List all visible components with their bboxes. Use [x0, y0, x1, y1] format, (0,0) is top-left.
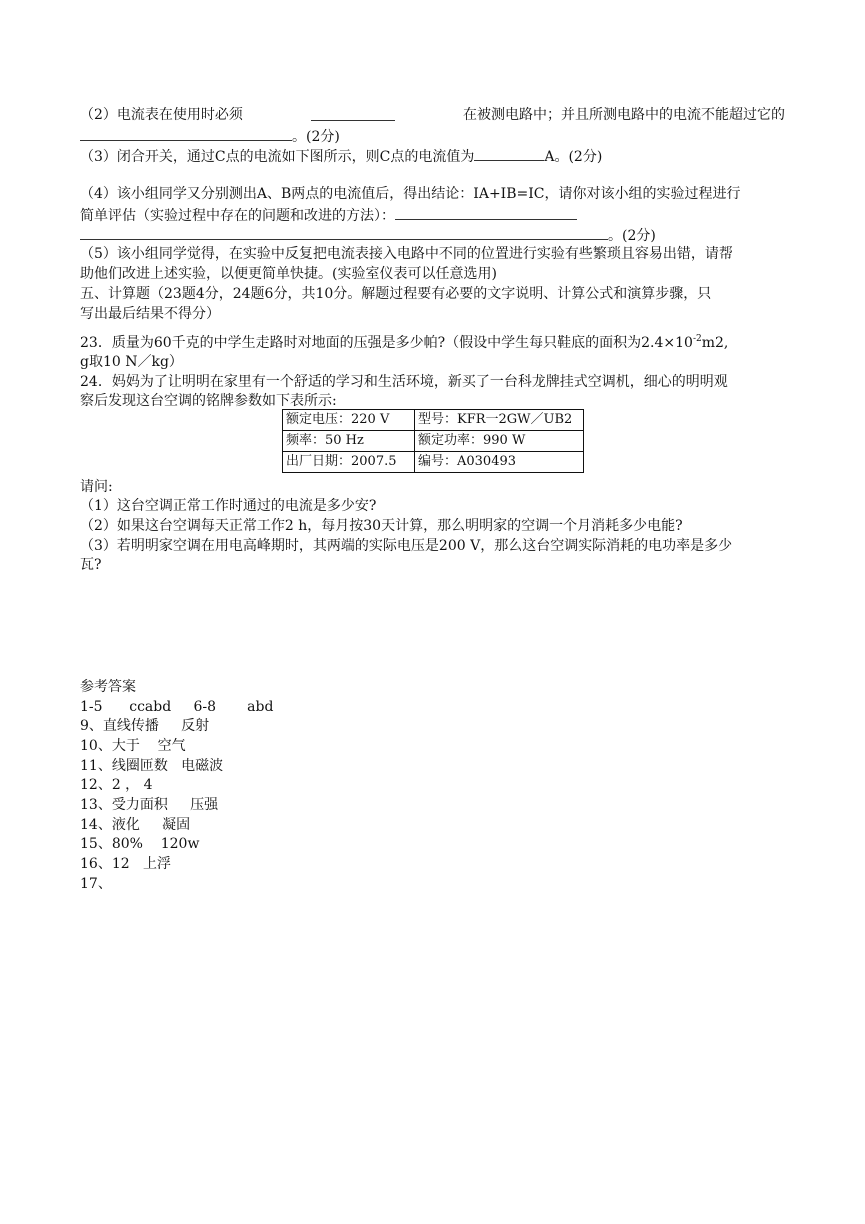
q4-blank-2[interactable] — [80, 224, 608, 240]
q4-line3 — [80, 224, 656, 246]
table-row — [283, 431, 584, 452]
q4-line1: （4）该小组同学又分别测出A、B两点的电流值后，得出结论：IA+IB=IC，请你对该小组的实验过程进行 — [80, 186, 741, 202]
q2-blank-2[interactable] — [80, 125, 292, 141]
ask-label: 请问: — [80, 479, 113, 495]
q24-sub3-line1: （3）若明明家空调在用电高峰期时，其两端的实际电压是200 V，那么这台空调实际消耗的电功率是多少 — [80, 538, 733, 554]
section5-heading-line1: 五、计算题（23题4分，24题6分，共10分。解题过程要有必要的文字说明、计算公式和演算步骤，只 — [80, 286, 712, 302]
answer-line: 17、 — [80, 876, 112, 892]
q23-text: 23．质量为60千克的中学生走路时对地面的压强是多少帕?（假设中学生每只鞋底的面积为2.4×10 — [80, 335, 693, 351]
q3-line — [80, 145, 602, 167]
q2-prefix: （2）电流表在使用时必须 — [80, 107, 243, 123]
q23-line2: g取10 N／kg） — [80, 354, 183, 370]
q24-sub2: （2）如果这台空调每天正常工作2 h，每月按30天计算，那么明明家的空调一个月消耗多少电能? — [80, 518, 683, 534]
q23-exponent: -2 — [692, 334, 702, 344]
answer-line: 10、大于 空气 — [80, 738, 186, 754]
q4-blank-1[interactable] — [395, 204, 577, 220]
q4-suffix: 。(2分) — [608, 228, 656, 244]
answer-line: 16、12 上浮 — [80, 856, 171, 872]
table-row — [283, 410, 584, 431]
table-cell: 出厂日期：2007.5 — [283, 452, 415, 473]
q2-line1 — [80, 105, 785, 125]
q3-suffix: A。(2分) — [544, 149, 603, 165]
answer-line: 13、受力面积 压强 — [80, 797, 219, 813]
q23-line1 — [80, 333, 728, 353]
q24-line1: 24．妈妈为了让明明在家里有一个舒适的学习和生活环境，新买了一台科龙牌挂式空调机，细心的明明观 — [80, 374, 728, 390]
table-cell: 型号：KFR一2GW／UB2 — [415, 410, 584, 431]
table-cell: 频率：50 Hz — [283, 431, 415, 452]
answer-line: 1-5 ccabd 6-8 abd — [80, 699, 274, 715]
q2-blank-1[interactable] — [311, 105, 395, 121]
section5-heading-line2: 写出最后结果不得分） — [80, 306, 220, 322]
q24-line2: 察后发现这台空调的铭牌参数如下表所示: — [80, 393, 337, 409]
table-cell: 额定电压：220 V — [283, 410, 415, 431]
table-cell: 编号：A030493 — [415, 452, 584, 473]
q3-prefix: （3）闭合开关，通过C点的电流如下图所示，则C点的电流值为 — [80, 149, 475, 165]
q2-line2 — [80, 125, 340, 147]
q3-blank[interactable] — [474, 145, 544, 161]
q5-line2: 助他们改进上述实验，以便更简单快捷。(实验室仪表可以任意选用) — [80, 266, 497, 282]
answer-line: 11、线圈匝数 电磁波 — [80, 758, 224, 774]
q4-line2 — [80, 204, 577, 226]
nameplate-table — [282, 409, 584, 473]
answer-line: 9、直线传播 反射 — [80, 718, 210, 734]
answer-line: 12、2 ， 4 — [80, 777, 153, 793]
answers-title: 参考答案 — [80, 679, 136, 695]
table-cell: 额定功率：990 W — [415, 431, 584, 452]
q24-sub3-line2: 瓦? — [80, 557, 102, 573]
answer-line: 15、80% 120w — [80, 836, 200, 852]
q2-mid: 在被测电路中；并且所测电路中的电流不能超过它的 — [462, 107, 785, 123]
q5-line1: （5）该小组同学觉得，在实验中反复把电流表接入电路中不同的位置进行实验有些繁琐且容易出错，请帮 — [80, 246, 733, 262]
table-row — [283, 452, 584, 473]
q4-line2-text: 简单评估（实验过程中存在的问题和改进的方法）： — [80, 208, 395, 224]
answer-line: 14、液化 凝固 — [80, 817, 191, 833]
q24-sub1: （1）这台空调正常工作时通过的电流是多少安? — [80, 498, 377, 514]
q2-suffix: 。(2分) — [292, 129, 340, 145]
q23-unit: m2, — [701, 335, 729, 351]
